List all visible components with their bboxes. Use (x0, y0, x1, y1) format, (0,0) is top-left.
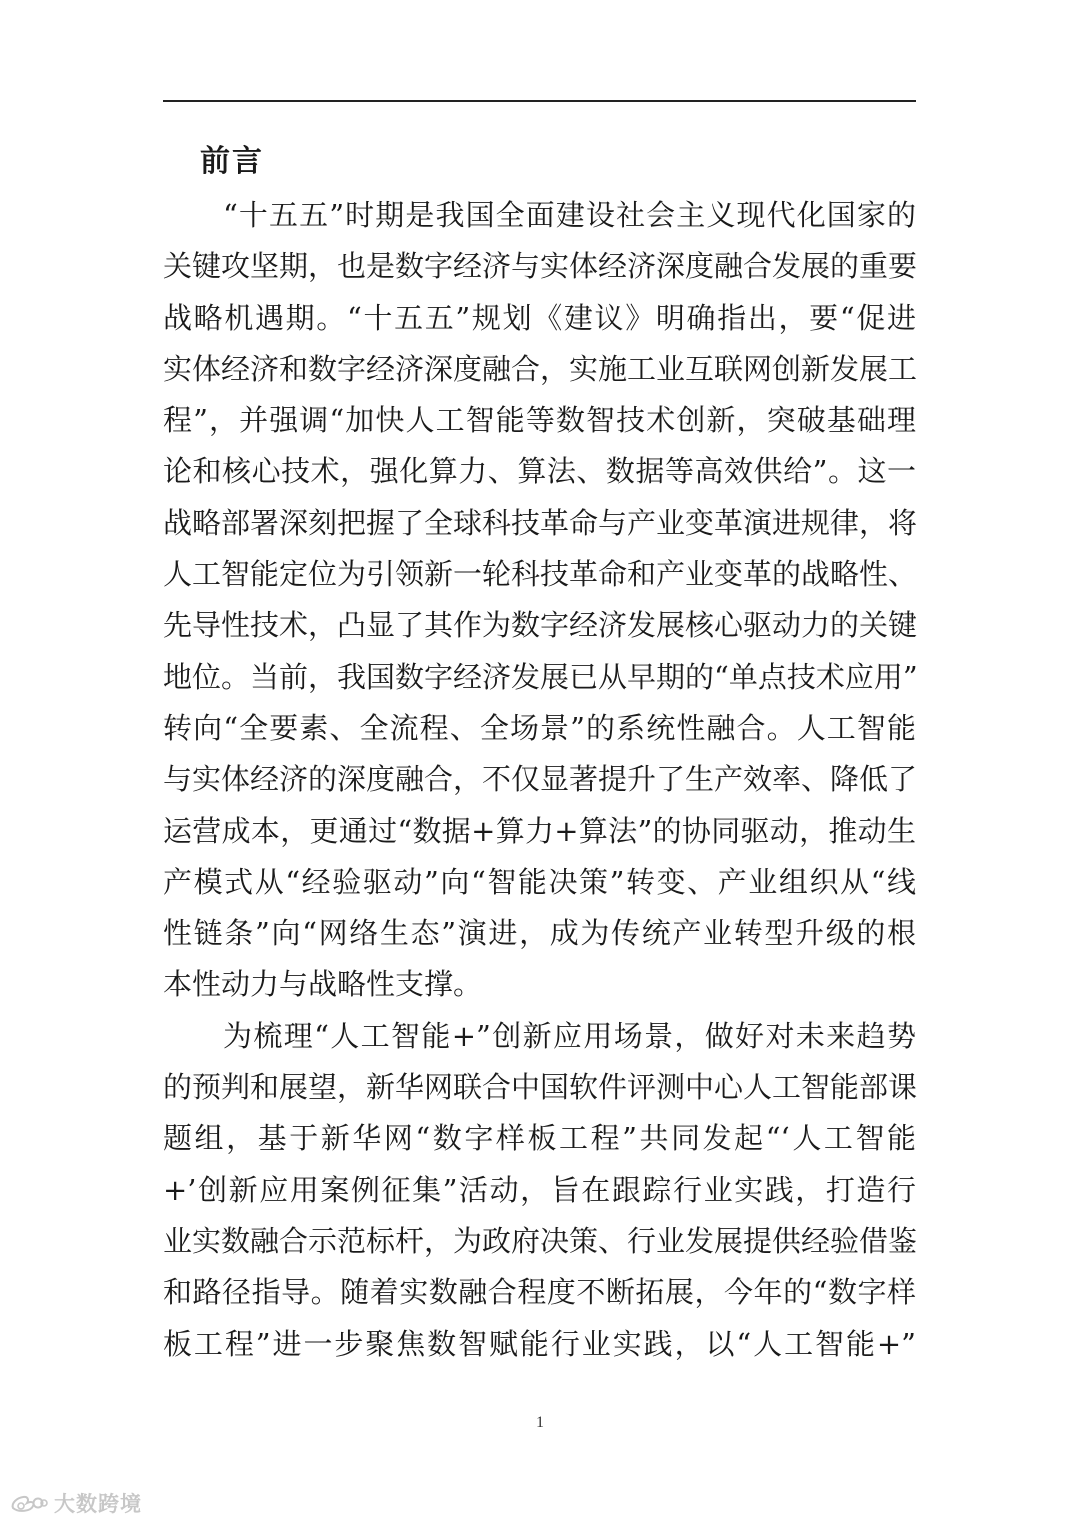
paragraph-1-line: “十五五”时期是我国全面建设社会主义现代化国家的 (223, 198, 916, 232)
paragraph-1-line: 实体经济和数字经济深度融合，实施工业互联网创新发展工 (163, 351, 918, 386)
paragraph-1-line: 性链条”向“网络生态”演进，成为传统产业转型升级的根 (163, 916, 916, 951)
paragraph-2-line: 业实数融合示范标杆，为政府决策、行业发展提供经验借鉴 (163, 1223, 918, 1258)
paragraph-1-line: 与实体经济的深度融合，不仅显著提升了生产效率、降低了 (163, 762, 918, 797)
paragraph-2-line: 板工程”进一步聚焦数智赋能行业实践，以“人工智能+” (163, 1326, 916, 1361)
paragraph-1-line: 人工智能定位为引领新一轮科技革命和产业变革的战略性、 (163, 557, 918, 592)
paragraph-2-line: 和路径指导。随着实数融合程度不断拓展，今年的“数字样 (163, 1275, 916, 1310)
paragraph-2-line: 题组，基于新华网“数字样板工程”共同发起“‘人工智能 (163, 1121, 916, 1156)
paragraph-1-line: 关键攻坚期，也是数字经济与实体经济深度融合发展的重要 (163, 249, 918, 284)
paragraph-2-line: +’创新应用案例征集”活动，旨在跟踪行业实践，打造行 (163, 1172, 916, 1207)
paragraph-1-line: 战略机遇期。“十五五”规划《建议》明确指出，要“促进 (163, 300, 916, 335)
weibo-logo-icon (8, 1492, 48, 1514)
section-heading: 前言 (200, 144, 264, 179)
paragraph-2-line: 为梳理“人工智能+”创新应用场景，做好对未来趋势 (223, 1018, 916, 1053)
watermark-text: 大数跨境 (54, 1492, 142, 1516)
paragraph-2-line: 的预判和展望，新华网联合中国软件评测中心人工智能部课 (163, 1070, 918, 1105)
paragraph-1-line: 运营成本，更通过“数据+算力+算法”的协同驱动，推动生 (163, 813, 916, 848)
paragraph-1-line: 程”，并强调“加快人工智能等数智技术创新，突破基础理 (163, 403, 916, 438)
paragraph-1-line: 地位。当前，我国数字经济发展已从早期的“单点技术应用” (163, 659, 918, 694)
body-text (163, 190, 916, 1370)
header-rule (163, 100, 916, 102)
watermark (8, 1485, 142, 1521)
paragraph-1-line: 本性动力与战略性支撑。 (163, 967, 483, 1002)
paragraph-1-line: 先导性技术，凸显了其作为数字经济发展核心驱动力的关键 (163, 608, 918, 643)
page-number: 1 (536, 1414, 544, 1431)
paragraph-1-line: 转向“全要素、全流程、全场景”的系统性融合。人工智能 (163, 710, 916, 745)
paragraph-1-line: 论和核心技术，强化算力、算法、数据等高效供给”。这一 (163, 454, 916, 489)
paragraph-1-line: 产模式从“经验驱动”向“智能决策”转变、产业组织从“线 (163, 864, 916, 899)
paragraph-1-line: 战略部署深刻把握了全球科技革命与产业变革演进规律，将 (163, 505, 918, 540)
